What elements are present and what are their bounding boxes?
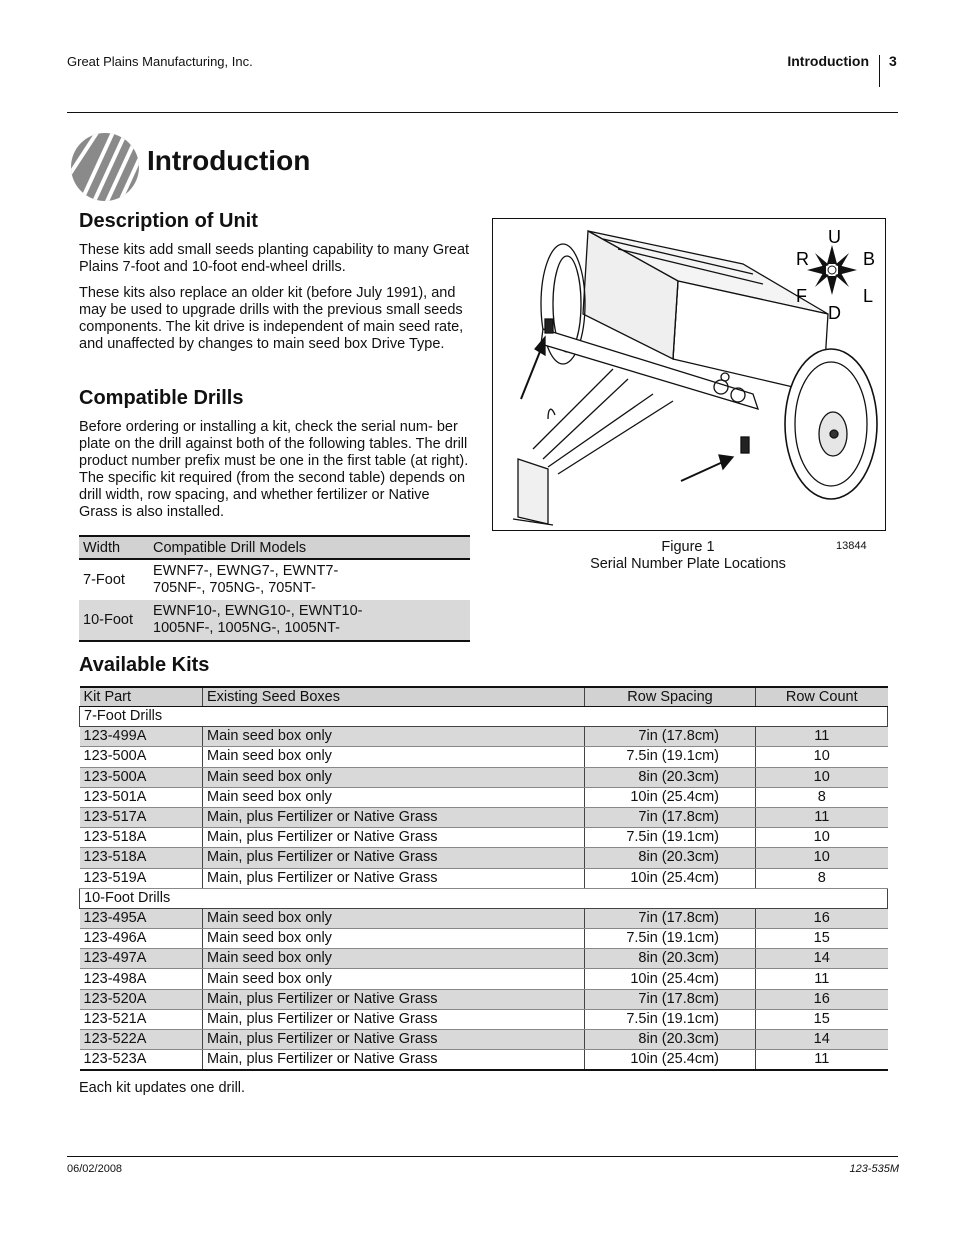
- table-row: [80, 1009, 888, 1029]
- footer-date: 06/02/2008: [67, 1163, 123, 1175]
- seed-boxes-cell: Main seed box only: [203, 908, 585, 928]
- available-kits-table: [79, 686, 888, 1071]
- seed-boxes-cell: Main seed box only: [203, 969, 585, 989]
- seed-boxes-cell: Main seed box only: [203, 747, 585, 767]
- table-row: [80, 848, 888, 868]
- row-count-cell: 10: [756, 747, 888, 767]
- column-header: Row Spacing: [585, 687, 756, 707]
- table-row: [80, 949, 888, 969]
- row-count-cell: 10: [756, 848, 888, 868]
- kit-part-cell: 123-520A: [80, 989, 203, 1009]
- seed-boxes-cell: Main, plus Fertilizer or Native Grass: [203, 848, 585, 868]
- compass-back: B: [863, 249, 876, 269]
- table-row: [80, 787, 888, 807]
- row-count-cell: 11: [756, 807, 888, 827]
- footer-doc-number: 123-535M: [849, 1163, 899, 1175]
- seed-boxes-cell: Main, plus Fertilizer or Native Grass: [203, 1050, 585, 1071]
- kits-heading: Available Kits: [79, 654, 210, 676]
- row-count-cell: 15: [756, 929, 888, 949]
- row-spacing-cell: 7in (17.8cm): [585, 727, 756, 747]
- header-company: Great Plains Manufacturing, Inc.: [67, 54, 253, 69]
- group-label: 10-Foot Drills: [80, 888, 888, 908]
- row-count-cell: 10: [756, 828, 888, 848]
- table-row: [80, 828, 888, 848]
- kit-part-cell: 123-523A: [80, 1050, 203, 1071]
- figure-label: Figure 1: [661, 539, 715, 555]
- table-header-row: [80, 687, 888, 707]
- row-spacing-cell: 7.5in (19.1cm): [585, 828, 756, 848]
- row-count-cell: 14: [756, 1030, 888, 1050]
- width-cell: 7-Foot: [83, 571, 125, 588]
- header-section: Introduction: [787, 53, 869, 69]
- row-spacing-cell: 7in (17.8cm): [585, 989, 756, 1009]
- great-plains-logo-icon: [70, 132, 140, 202]
- kit-part-cell: 123-518A: [80, 848, 203, 868]
- seed-boxes-cell: Main, plus Fertilizer or Native Grass: [203, 1009, 585, 1029]
- row-count-cell: 16: [756, 989, 888, 1009]
- table-row: [79, 600, 470, 641]
- row-count-cell: 14: [756, 949, 888, 969]
- models-cell: [149, 600, 470, 641]
- table-row: [80, 1030, 888, 1050]
- seed-boxes-cell: Main seed box only: [203, 767, 585, 787]
- drill-illustration: [493, 219, 885, 530]
- row-spacing-cell: 7in (17.8cm): [585, 908, 756, 928]
- seed-boxes-cell: Main, plus Fertilizer or Native Grass: [203, 1030, 585, 1050]
- seed-boxes-cell: Main seed box only: [203, 949, 585, 969]
- table-row: [80, 929, 888, 949]
- page-title: Introduction: [147, 145, 311, 176]
- table-row: [79, 559, 470, 600]
- row-count-cell: 10: [756, 767, 888, 787]
- table-row: [80, 807, 888, 827]
- row-spacing-cell: 10in (25.4cm): [585, 1050, 756, 1071]
- kit-part-cell: 123-517A: [80, 807, 203, 827]
- column-header: Existing Seed Boxes: [203, 687, 585, 707]
- compass-up: U: [828, 227, 841, 247]
- seed-boxes-cell: Main, plus Fertilizer or Native Grass: [203, 828, 585, 848]
- width-cell: 10-Foot: [79, 600, 149, 641]
- kit-part-cell: 123-501A: [80, 787, 203, 807]
- figure-serial-plate: [492, 218, 886, 531]
- models-line: EWNF7-, EWNG7-, EWNT7-: [153, 563, 339, 579]
- kit-part-cell: 123-519A: [80, 868, 203, 888]
- row-spacing-cell: 8in (20.3cm): [585, 767, 756, 787]
- models-line: 1005NF-, 1005NG-, 1005NT-: [153, 620, 340, 636]
- row-spacing-cell: 10in (25.4cm): [585, 787, 756, 807]
- column-header: Compatible Drill Models: [149, 536, 470, 559]
- figure-number: 13844: [836, 540, 867, 552]
- compatible-paragraph: Before ordering or installing a kit, check the serial num- ber plate on the drill against both of the following tables. The drill product number prefix must be one in the first table (at right). The specific kit required (from the second table) depends on drill width, row spacing, and whether fertilizer or Native Grass is also installed.: [79, 419, 469, 520]
- description-paragraph-2: These kits also replace an older kit (before July 1991), and may be used to upgrade drills with the previous small seeds components. The kit drive is independent of main seed rate, and unaffected by changes to main seed box Drive Type.: [79, 285, 464, 352]
- table-row: [80, 747, 888, 767]
- compass-front: F: [796, 286, 807, 306]
- kit-part-cell: 123-499A: [80, 727, 203, 747]
- kit-part-cell: 123-497A: [80, 949, 203, 969]
- compass-rear: R: [796, 249, 809, 269]
- row-spacing-cell: 7.5in (19.1cm): [585, 929, 756, 949]
- compass-rose-icon: [807, 245, 857, 295]
- row-spacing-cell: 7.5in (19.1cm): [585, 1009, 756, 1029]
- description-paragraph-1: These kits add small seeds planting capability to many Great Plains 7-foot and 10-foot end-wheel drills.: [79, 242, 470, 275]
- table-row: [80, 1050, 888, 1071]
- kit-part-cell: 123-522A: [80, 1030, 203, 1050]
- row-spacing-cell: 10in (25.4cm): [585, 969, 756, 989]
- seed-boxes-cell: Main seed box only: [203, 929, 585, 949]
- table-row: [80, 969, 888, 989]
- row-spacing-cell: 8in (20.3cm): [585, 949, 756, 969]
- kit-part-cell: 123-500A: [80, 747, 203, 767]
- seed-boxes-cell: Main, plus Fertilizer or Native Grass: [203, 989, 585, 1009]
- table-row: [80, 989, 888, 1009]
- table-row: [80, 868, 888, 888]
- kit-part-cell: 123-498A: [80, 969, 203, 989]
- table-header-row: [79, 536, 470, 559]
- header-rule: [67, 112, 898, 113]
- row-spacing-cell: 7in (17.8cm): [585, 807, 756, 827]
- row-count-cell: 16: [756, 908, 888, 928]
- kits-note: Each kit updates one drill.: [79, 1080, 246, 1096]
- column-header: Row Count: [756, 687, 888, 707]
- row-count-cell: 8: [756, 868, 888, 888]
- kit-part-cell: 123-495A: [80, 908, 203, 928]
- row-count-cell: 15: [756, 1009, 888, 1029]
- kit-part-cell: 123-500A: [80, 767, 203, 787]
- group-label: 7-Foot Drills: [80, 707, 888, 727]
- seed-boxes-cell: Main seed box only: [203, 727, 585, 747]
- row-count-cell: 8: [756, 787, 888, 807]
- table-row: [80, 727, 888, 747]
- row-spacing-cell: 10in (25.4cm): [585, 868, 756, 888]
- figure-caption-text: Serial Number Plate Locations: [590, 556, 786, 572]
- column-header: Kit Part: [80, 687, 203, 707]
- compass-down: D: [828, 303, 841, 323]
- row-spacing-cell: 8in (20.3cm): [585, 848, 756, 868]
- models-line: 705NF-, 705NG-, 705NT-: [153, 580, 316, 596]
- kit-part-cell: 123-518A: [80, 828, 203, 848]
- seed-boxes-cell: Main, plus Fertilizer or Native Grass: [203, 807, 585, 827]
- compass-left: L: [863, 286, 874, 306]
- models-line: EWNF10-, EWNG10-, EWNT10-: [153, 603, 363, 619]
- row-count-cell: 11: [756, 727, 888, 747]
- row-count-cell: 11: [756, 969, 888, 989]
- models-cell: [149, 559, 470, 600]
- table-row: [80, 908, 888, 928]
- seed-boxes-cell: Main, plus Fertilizer or Native Grass: [203, 868, 585, 888]
- figure-caption: [492, 539, 884, 573]
- kit-part-cell: 123-496A: [80, 929, 203, 949]
- page-number: 3: [889, 53, 897, 69]
- row-spacing-cell: 8in (20.3cm): [585, 1030, 756, 1050]
- description-heading: Description of Unit: [79, 210, 258, 232]
- table-group-row: [80, 888, 888, 908]
- footer-rule: [67, 1156, 898, 1157]
- row-spacing-cell: 7.5in (19.1cm): [585, 747, 756, 767]
- header-divider: [879, 55, 880, 87]
- table-group-row: [80, 707, 888, 727]
- row-count-cell: 11: [756, 1050, 888, 1071]
- column-header: Width: [79, 536, 149, 559]
- table-row: [80, 767, 888, 787]
- compatible-drills-table: [79, 535, 470, 642]
- kit-part-cell: 123-521A: [80, 1009, 203, 1029]
- compatible-heading: Compatible Drills: [79, 387, 244, 409]
- seed-boxes-cell: Main seed box only: [203, 787, 585, 807]
